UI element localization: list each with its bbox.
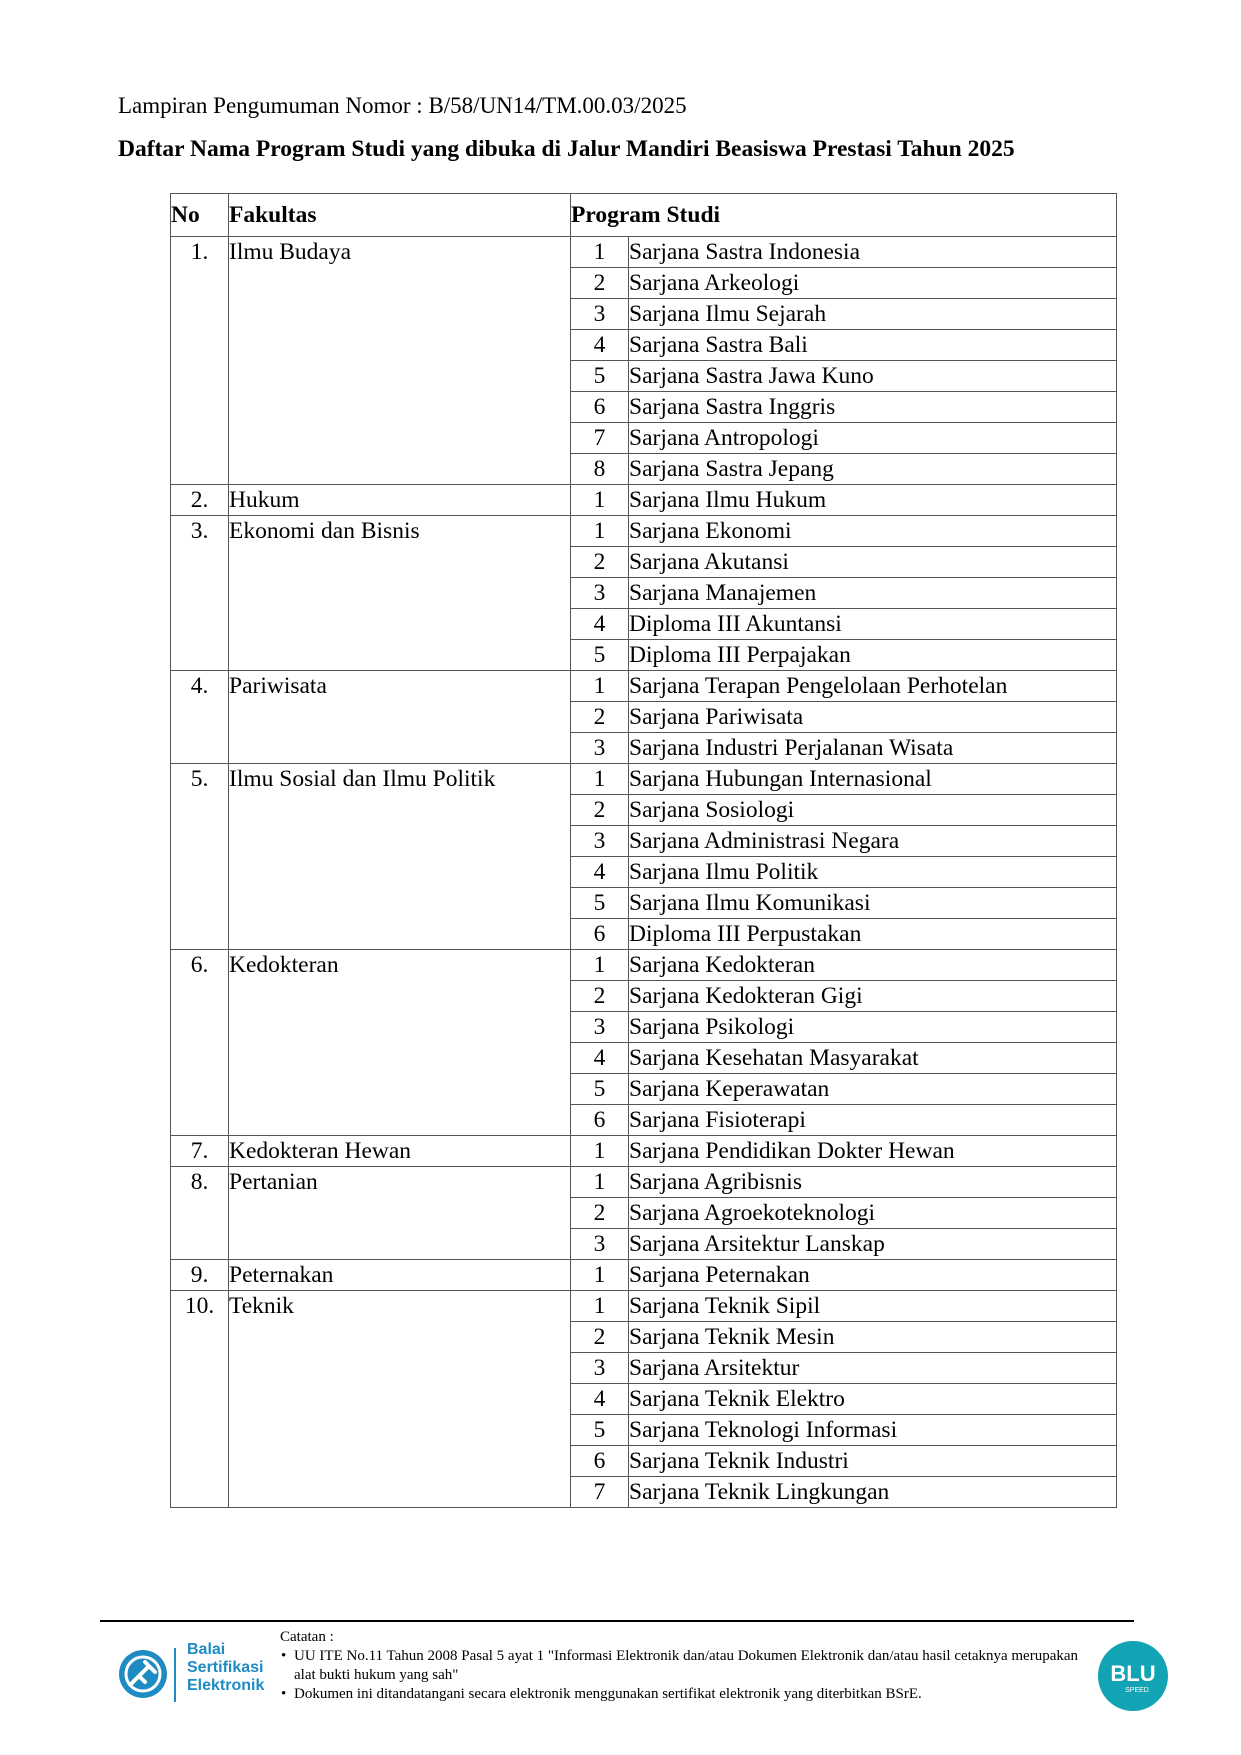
program-name: Sarjana Administrasi Negara [629,826,1117,857]
program-number: 3 [571,299,629,330]
program-name: Sarjana Arsitektur [629,1353,1117,1384]
note-item: • Dokumen ini ditandatangani secara elektronik menggunakan sertifikat elektronik yang diterbitkan BSrE. [294,1685,1100,1704]
program-name: Sarjana Peternakan [629,1260,1117,1291]
program-number: 1 [571,1260,629,1291]
faculty-name: Ekonomi dan Bisnis [229,516,571,671]
bsre-logo-text [187,1641,264,1695]
program-name: Diploma III Akuntansi [629,609,1117,640]
program-number: 1 [571,1136,629,1167]
program-number: 4 [571,857,629,888]
program-name: Diploma III Perpustakan [629,919,1117,950]
program-name: Sarjana Psikologi [629,1012,1117,1043]
table-row [171,516,1117,547]
program-number: 3 [571,733,629,764]
program-name: Sarjana Teknologi Informasi [629,1415,1117,1446]
program-number: 1 [571,950,629,981]
program-name: Sarjana Ekonomi [629,516,1117,547]
faculty-number: 9. [171,1260,229,1291]
program-name: Sarjana Pariwisata [629,702,1117,733]
program-number: 5 [571,361,629,392]
program-number: 1 [571,1291,629,1322]
program-number: 4 [571,1384,629,1415]
program-number: 7 [571,423,629,454]
footer-divider [100,1620,1134,1622]
program-number: 3 [571,826,629,857]
blu-logo-subtext: SPEED [1125,1687,1149,1694]
table-row [171,485,1117,516]
program-name: Sarjana Teknik Mesin [629,1322,1117,1353]
program-name: Sarjana Manajemen [629,578,1117,609]
header-fakultas: Fakultas [229,194,571,237]
table-row [171,671,1117,702]
faculty-number: 3. [171,516,229,671]
program-name: Sarjana Arsitektur Lanskap [629,1229,1117,1260]
program-number: 2 [571,268,629,299]
program-number: 1 [571,237,629,268]
notes-list [280,1647,1100,1704]
program-number: 2 [571,1198,629,1229]
program-number: 1 [571,671,629,702]
program-name: Sarjana Sastra Jepang [629,454,1117,485]
footer-notes [280,1628,1100,1704]
notes-title: Catatan : [280,1629,334,1645]
program-number: 1 [571,1167,629,1198]
program-name: Sarjana Terapan Pengelolaan Perhotelan [629,671,1117,702]
faculty-name: Pertanian [229,1167,571,1260]
faculty-name: Ilmu Budaya [229,237,571,485]
program-number: 2 [571,702,629,733]
faculty-number: 8. [171,1167,229,1260]
program-number: 2 [571,1322,629,1353]
program-name: Sarjana Sastra Jawa Kuno [629,361,1117,392]
table-body [171,237,1117,1508]
blu-logo-text: BLU [1110,1661,1156,1686]
document-title: Daftar Nama Program Studi yang dibuka di Jalur Mandiri Beasiswa Prestasi Tahun 2025 [118,136,1015,162]
program-number: 2 [571,795,629,826]
faculty-name: Hukum [229,485,571,516]
faculty-number: 6. [171,950,229,1136]
program-name: Sarjana Hubungan Internasional [629,764,1117,795]
header-program-studi: Program Studi [571,194,1117,237]
table-row [171,237,1117,268]
program-number: 1 [571,516,629,547]
program-number: 6 [571,919,629,950]
faculty-name: Peternakan [229,1260,571,1291]
faculty-name: Ilmu Sosial dan Ilmu Politik [229,764,571,950]
program-name: Sarjana Teknik Industri [629,1446,1117,1477]
program-number: 1 [571,764,629,795]
table-row [171,1291,1117,1322]
bsre-text-line-2: Sertifikasi [187,1659,264,1676]
program-name: Sarjana Kesehatan Masyarakat [629,1043,1117,1074]
blu-speed-logo-icon [1097,1640,1169,1712]
program-name: Sarjana Arkeologi [629,268,1117,299]
program-name: Sarjana Ilmu Sejarah [629,299,1117,330]
program-number: 1 [571,485,629,516]
program-number: 5 [571,1074,629,1105]
program-number: 3 [571,578,629,609]
program-name: Sarjana Fisioterapi [629,1105,1117,1136]
program-number: 5 [571,640,629,671]
table-row [171,1260,1117,1291]
faculty-name: Kedokteran [229,950,571,1136]
program-name: Sarjana Ilmu Hukum [629,485,1117,516]
program-name: Sarjana Sosiologi [629,795,1117,826]
faculty-number: 2. [171,485,229,516]
faculty-number: 5. [171,764,229,950]
program-number: 3 [571,1229,629,1260]
program-name: Sarjana Industri Perjalanan Wisata [629,733,1117,764]
program-number: 6 [571,1446,629,1477]
program-name: Sarjana Akutansi [629,547,1117,578]
program-name: Sarjana Sastra Inggris [629,392,1117,423]
faculty-number: 4. [171,671,229,764]
program-name: Sarjana Teknik Sipil [629,1291,1117,1322]
faculty-number: 7. [171,1136,229,1167]
program-name: Diploma III Perpajakan [629,640,1117,671]
table-header-row [171,194,1117,237]
program-number: 4 [571,609,629,640]
program-name: Sarjana Agroekoteknologi [629,1198,1117,1229]
bsre-text-line-3: Elektronik [187,1677,265,1694]
faculty-number: 10. [171,1291,229,1508]
faculty-name: Teknik [229,1291,571,1508]
table-row [171,1136,1117,1167]
program-name: Sarjana Kedokteran [629,950,1117,981]
announcement-number: Lampiran Pengumuman Nomor : B/58/UN14/TM.00.03/2025 [118,93,687,118]
faculty-name: Pariwisata [229,671,571,764]
header-no: No [171,194,229,237]
program-number: 8 [571,454,629,485]
program-number: 2 [571,981,629,1012]
program-name: Sarjana Pendidikan Dokter Hewan [629,1136,1117,1167]
bsre-text-line-1: Balai [187,1641,226,1658]
faculty-name: Kedokteran Hewan [229,1136,571,1167]
program-number: 4 [571,1043,629,1074]
program-number: 5 [571,888,629,919]
program-name: Sarjana Teknik Lingkungan [629,1477,1117,1508]
program-number: 6 [571,392,629,423]
table-row [171,950,1117,981]
program-name: Sarjana Kedokteran Gigi [629,981,1117,1012]
program-number: 4 [571,330,629,361]
table-row [171,764,1117,795]
program-name: Sarjana Ilmu Komunikasi [629,888,1117,919]
program-number: 6 [571,1105,629,1136]
program-number: 3 [571,1353,629,1384]
program-name: Sarjana Agribisnis [629,1167,1117,1198]
program-number: 2 [571,547,629,578]
program-number: 5 [571,1415,629,1446]
program-number: 3 [571,1012,629,1043]
program-name: Sarjana Sastra Indonesia [629,237,1117,268]
program-number: 7 [571,1477,629,1508]
program-name: Sarjana Ilmu Politik [629,857,1117,888]
program-name: Sarjana Keperawatan [629,1074,1117,1105]
program-name: Sarjana Sastra Bali [629,330,1117,361]
faculty-number: 1. [171,237,229,485]
program-table [170,193,1117,1508]
note-item: • UU ITE No.11 Tahun 2008 Pasal 5 ayat 1 "Informasi Elektronik dan/atau Dokumen Elektronik dan/atau hasil cetaknya merupakan alat bukti hukum yang sah" [294,1647,1100,1685]
table-row [171,1167,1117,1198]
program-name: Sarjana Antropologi [629,423,1117,454]
program-name: Sarjana Teknik Elektro [629,1384,1117,1415]
